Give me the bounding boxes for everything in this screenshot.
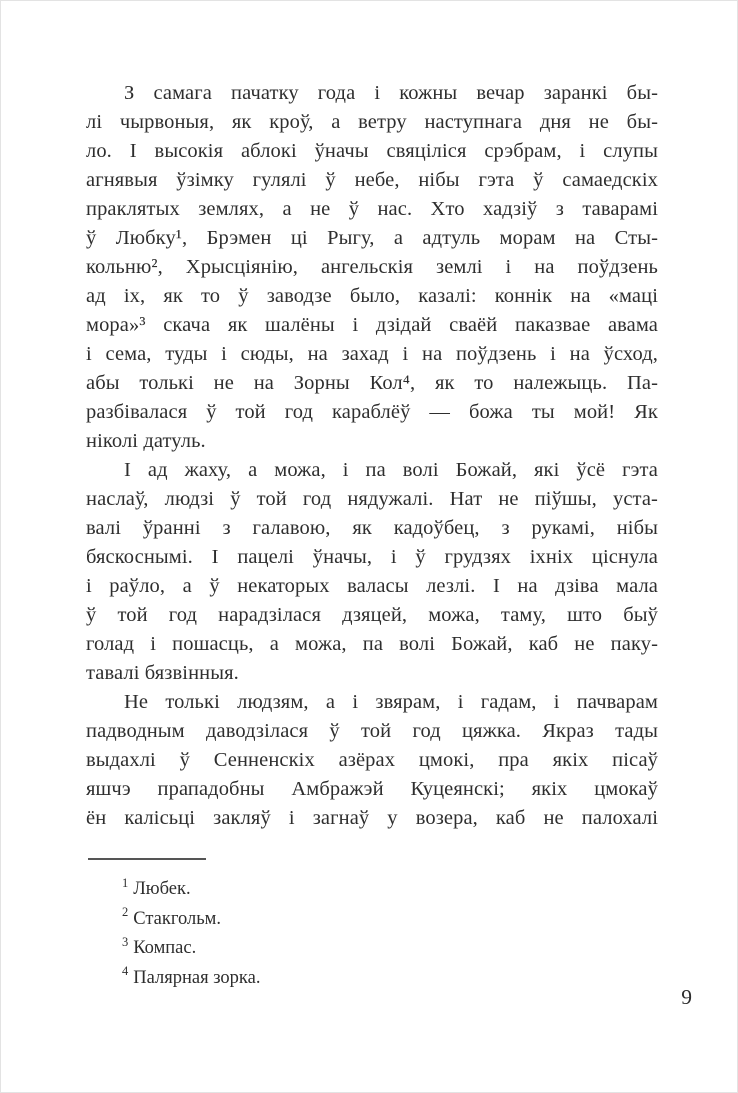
text-line: і сема, туды і сюды, на захад і на поўдзень і на ўсход,: [86, 343, 658, 365]
text-line: абы толькі не на Зорны Кол⁴, як то належыць. Па-: [86, 372, 658, 394]
footnote: [122, 875, 658, 905]
text-line: ло. І высокія аблокі ўначы свяціліся срэбрам, і слупы: [86, 140, 658, 162]
text-line: І ад жаху, а можа, і па волі Божай, які ўсё гэта: [124, 459, 658, 481]
text-line: З самага пачатку года і кожны вечар заранкі бы-: [124, 82, 658, 104]
footnote-marker: 1: [122, 875, 129, 890]
text-line: разбівалася ў той год караблёў — божа ты мой! Як: [86, 401, 658, 423]
text-line: падводным даводзілася ў той год цяжка. Якраз тады: [86, 720, 658, 742]
footnote-text: Любек.: [133, 879, 191, 899]
text-line: Не толькі людзям, а і звярам, і гадам, і пачварам: [124, 691, 658, 713]
text-line: праклятых землях, а не ў нас. Хто хадзіў з таварамі: [86, 198, 658, 220]
footnote-marker: 2: [122, 905, 129, 920]
footnote: [122, 934, 658, 964]
text-line: і раўло, а ў некаторых валасы лезлі. І на дзіва мала: [86, 575, 658, 597]
page-number: 9: [681, 985, 692, 1009]
text-line: мора»³ скача як шалёны і дзідай сваёй паказвае авама: [86, 314, 658, 336]
text-line: ён калісьці закляў і загнаў у возера, каб не палохалі: [86, 807, 658, 829]
footnote-marker: 4: [122, 964, 129, 979]
paragraph: [86, 456, 658, 688]
text-line: тавалі бязвінныя.: [86, 662, 239, 684]
text-line: агнявыя ўзімку гулялі ў небе, нібы гэта ў самаедскіх: [86, 169, 658, 191]
text-line: голад і пошасць, а можа, па волі Божай, каб не паку-: [86, 633, 658, 655]
footnote-text: Палярная зорка.: [133, 967, 261, 988]
text-line: лі чырвоныя, як кроў, а ветру наступнага дня не бы-: [86, 111, 658, 133]
footnote-separator: [88, 858, 206, 860]
text-line: ў той год нарадзілася дзяцей, можа, таму, што быў: [86, 604, 658, 626]
text-line: ад іх, як то ў заводзе было, казалі: коннік на «маці: [86, 285, 658, 307]
footnote-marker: 3: [122, 934, 129, 949]
footnote: [122, 964, 658, 994]
text-line: ніколі датуль.: [86, 430, 206, 452]
text-line: валі ўранні з галавою, як кадоўбец, з рукамі, нібы: [86, 517, 658, 539]
footnotes: [122, 875, 658, 993]
text-line: кольню², Хрысціянію, ангельскія землі і на поўдзень: [86, 256, 658, 278]
paragraph: [86, 688, 658, 833]
text-line: бяскоснымі. І пацелі ўначы, і ў грудзях іхніх ціснула: [86, 546, 658, 568]
paragraphs: [86, 79, 658, 833]
text-line: наслаў, людзі ў той год нядужалі. Нат не піўшы, уста-: [86, 488, 658, 510]
page-text: [86, 79, 658, 993]
footnote-text: Стакгольм.: [133, 908, 221, 929]
text-line: ў Любку¹, Брэмен ці Рыгу, а адтуль морам на Сты-: [86, 227, 658, 249]
text-line: выдахлі ў Сенненскіх азёрах цмокі, пра якіх пісаў: [86, 749, 658, 771]
footnote-text: Компас.: [133, 938, 197, 958]
text-line: яшчэ прападобны Амбражэй Куцеянскі; якіх цмокаў: [86, 778, 658, 800]
footnote: [122, 905, 658, 935]
paragraph: [86, 79, 658, 456]
